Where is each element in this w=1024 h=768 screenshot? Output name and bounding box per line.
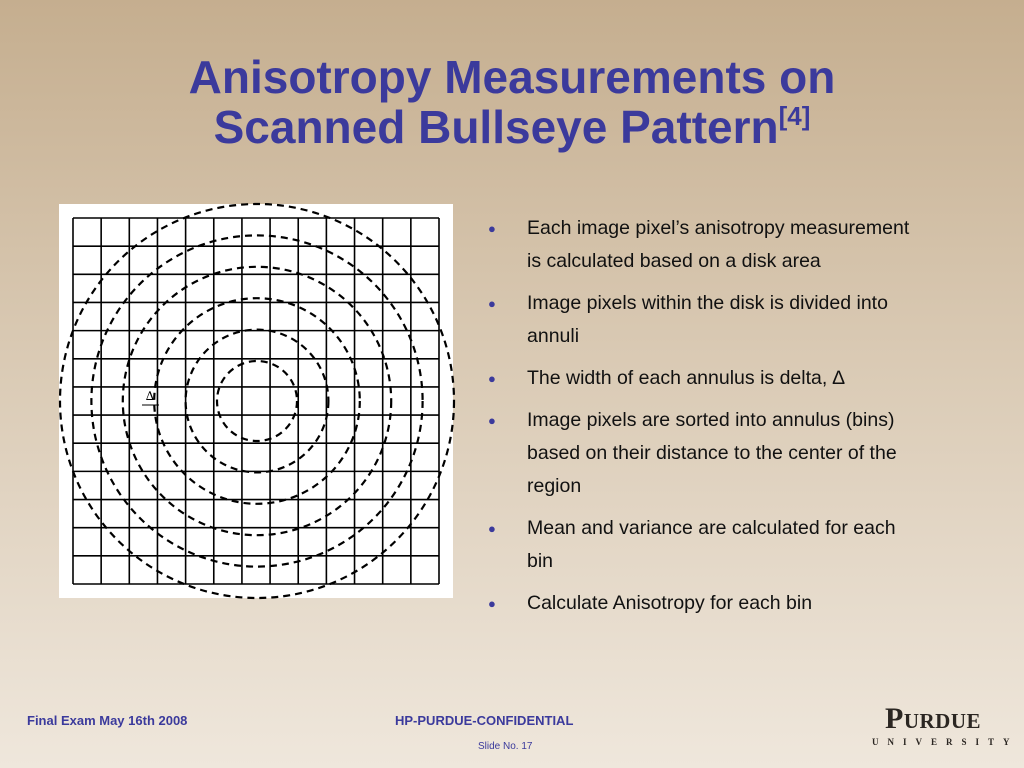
bullet-list bbox=[488, 212, 918, 629]
bullseye-figure bbox=[59, 204, 453, 598]
annulus-ring bbox=[91, 235, 422, 566]
bullet-dot-icon: ● bbox=[488, 221, 496, 236]
delta-label: ∆ bbox=[145, 389, 155, 403]
logo-wordmark: Purdue bbox=[885, 702, 981, 735]
bullet-text: Image pixels within the disk is divided into annuli bbox=[527, 292, 888, 347]
slide-number: Slide No. 17 bbox=[478, 741, 533, 752]
title-reference: [4] bbox=[778, 101, 811, 131]
logo-subtitle: UNIVERSITY bbox=[872, 737, 1019, 747]
bullet-item bbox=[488, 587, 918, 620]
bullet-text: Calculate Anisotropy for each bin bbox=[527, 592, 813, 614]
footer-confidential: HP-PURDUE-CONFIDENTIAL bbox=[395, 713, 574, 728]
bullet-item bbox=[488, 512, 918, 578]
bullet-dot-icon: ● bbox=[488, 596, 496, 611]
bullet-text: The width of each annulus is delta, ∆ bbox=[527, 367, 845, 389]
bullet-dot-icon: ● bbox=[488, 296, 496, 311]
slide-title bbox=[0, 52, 1024, 152]
footer-date: Final Exam May 16th 2008 bbox=[27, 713, 188, 728]
annulus-ring bbox=[123, 267, 391, 535]
annulus-ring bbox=[60, 204, 454, 598]
bullet-item bbox=[488, 212, 918, 278]
bullet-item bbox=[488, 287, 918, 353]
bullet-dot-icon: ● bbox=[488, 521, 496, 536]
annuli-rings bbox=[60, 204, 454, 598]
annulus-ring bbox=[217, 361, 297, 441]
title-line-2-text: Scanned Bullseye Pattern bbox=[213, 101, 779, 153]
purdue-logo bbox=[866, 702, 1019, 748]
bullseye-diagram bbox=[59, 204, 453, 598]
bullet-text: Image pixels are sorted into annulus (bins) based on their distance to the center of the region bbox=[527, 409, 897, 497]
pixel-grid bbox=[73, 218, 439, 584]
bullet-text: Mean and variance are calculated for each bin bbox=[527, 517, 896, 572]
title-line-1: Anisotropy Measurements on bbox=[188, 51, 836, 103]
title-line-2 bbox=[0, 102, 1024, 152]
bullet-dot-icon: ● bbox=[488, 371, 496, 386]
bullet-item bbox=[488, 362, 918, 395]
annulus-ring bbox=[186, 330, 329, 473]
bullet-item bbox=[488, 404, 918, 503]
bullet-dot-icon: ● bbox=[488, 413, 496, 428]
bullet-text: Each image pixel’s anisotropy measurement is calculated based on a disk area bbox=[527, 217, 910, 272]
